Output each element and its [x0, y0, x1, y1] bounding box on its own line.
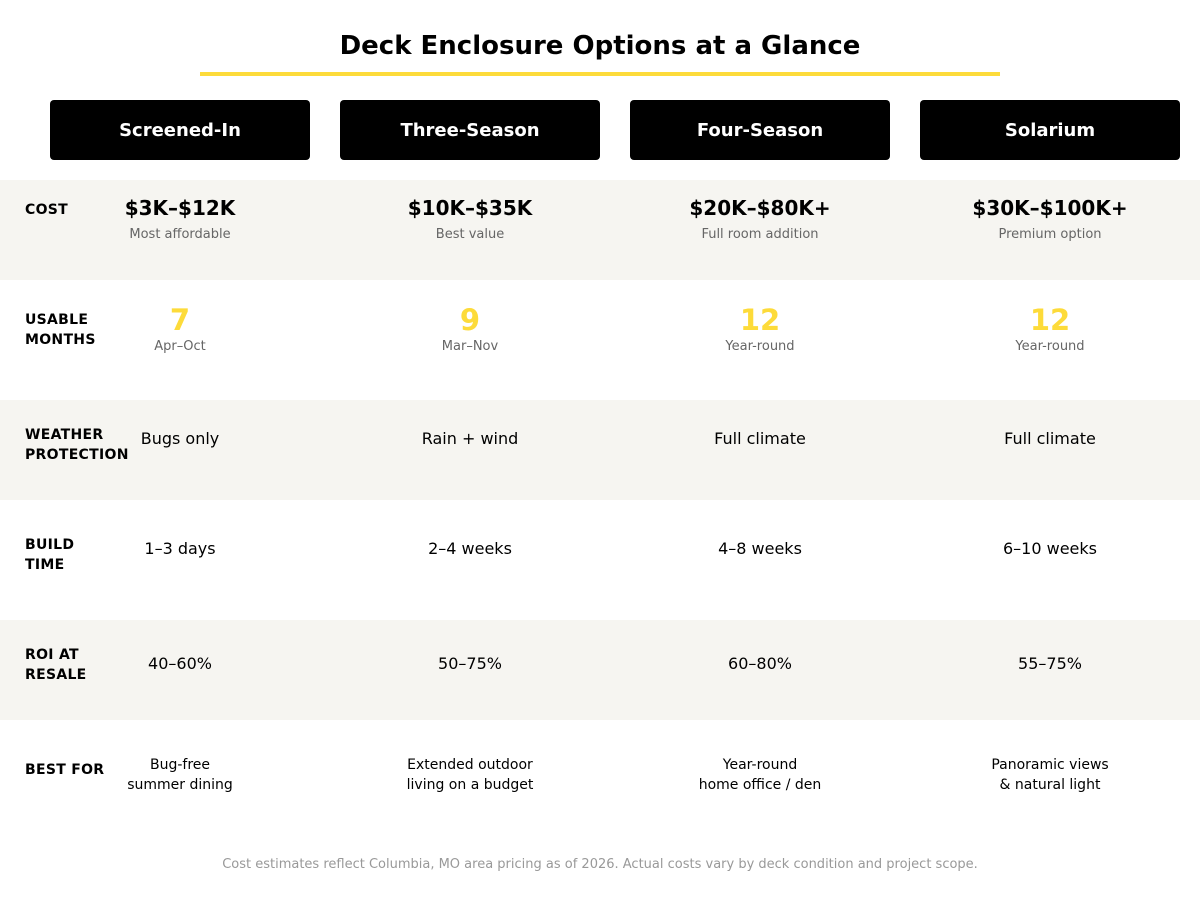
cost-cell-screened-in: [50, 194, 310, 244]
best-line: Bug-free: [149, 757, 211, 773]
row-label-line: RESALE: [25, 667, 87, 683]
title-underline: [200, 72, 1000, 76]
weather-cell-screened-in: Bugs only: [140, 429, 220, 448]
roi-cell-solarium: 55–75%: [1018, 654, 1082, 673]
row-label-line: ROI AT: [25, 647, 79, 663]
months-value: 7: [169, 303, 191, 337]
months-cell-solarium: [920, 302, 1180, 356]
footnote: Cost estimates reflect Columbia, MO area pricing as of 2026. Actual costs vary by deck condition and project scope.: [222, 857, 978, 872]
months-note: Mar–Nov: [441, 339, 499, 354]
months-cell-four-season: [630, 302, 890, 356]
best-line: Extended outdoor: [407, 757, 533, 773]
months-note: Apr–Oct: [154, 339, 206, 354]
column-header-screened-in: Screened-In: [50, 100, 310, 160]
column-header-three-season: Three-Season: [340, 100, 600, 160]
best-line: summer dining: [127, 777, 233, 793]
row-label-best-for: BEST FOR: [25, 762, 105, 778]
row-weather-protection: [0, 400, 1200, 500]
build-cell-solarium: 6–10 weeks: [1003, 539, 1097, 558]
months-cell-three-season: [340, 302, 600, 356]
column-header-solarium: Solarium: [920, 100, 1180, 160]
roi-cell-three-season: 50–75%: [438, 654, 502, 673]
column-header-four-season: Four-Season: [630, 100, 890, 160]
months-value: 9: [459, 303, 481, 337]
months-value: 12: [1029, 303, 1071, 337]
cost-note: Most affordable: [129, 227, 231, 242]
months-note: Year-round: [1015, 339, 1085, 354]
best-cell-screened-in: [50, 755, 310, 795]
best-line: Panoramic views: [991, 757, 1109, 773]
row-usable-months: [0, 280, 1200, 400]
best-line: & natural light: [999, 777, 1101, 793]
cost-value: $30K–$100K+: [972, 196, 1128, 220]
row-label-line: BUILD: [25, 537, 75, 553]
roi-cell-screened-in: 40–60%: [148, 654, 212, 673]
best-line: living on a budget: [406, 777, 534, 793]
row-label-line: MONTHS: [25, 332, 96, 348]
row-label-line: PROTECTION: [25, 447, 129, 463]
weather-cell-three-season: Rain + wind: [421, 429, 519, 448]
cost-cell-solarium: [920, 194, 1180, 244]
build-cell-screened-in: 1–3 days: [144, 539, 216, 558]
cost-value: $3K–$12K: [124, 196, 236, 220]
roi-cell-four-season: 60–80%: [728, 654, 792, 673]
months-value: 12: [739, 303, 781, 337]
cost-note: Best value: [435, 227, 505, 242]
best-cell-three-season: [340, 755, 600, 795]
weather-cell-solarium: Full climate: [1004, 429, 1096, 448]
best-line: Year-round: [722, 757, 798, 773]
months-cell-screened-in: [50, 302, 310, 356]
page-title: Deck Enclosure Options at a Glance: [339, 31, 861, 61]
build-cell-four-season: 4–8 weeks: [718, 539, 802, 558]
cost-cell-three-season: [340, 194, 600, 244]
weather-cell-four-season: Full climate: [714, 429, 806, 448]
months-note: Year-round: [725, 339, 795, 354]
cost-note: Premium option: [998, 227, 1102, 242]
row-roi-at-resale: [0, 620, 1200, 720]
cost-value: $20K–$80K+: [689, 196, 831, 220]
row-cost: [0, 180, 1200, 280]
best-cell-solarium: [920, 755, 1180, 795]
best-line: home office / den: [698, 777, 822, 793]
row-best-for: [0, 720, 1200, 830]
best-cell-four-season: [630, 755, 890, 795]
cost-cell-four-season: [630, 194, 890, 244]
row-label-line: WEATHER: [25, 427, 104, 443]
row-label-line: USABLE: [25, 312, 89, 328]
cost-note: Full room addition: [701, 227, 819, 242]
row-label-cost: COST: [25, 202, 69, 218]
build-cell-three-season: 2–4 weeks: [428, 539, 512, 558]
row-build-time: [0, 500, 1200, 620]
cost-value: $10K–$35K: [407, 196, 533, 220]
row-label-line: TIME: [25, 557, 65, 573]
